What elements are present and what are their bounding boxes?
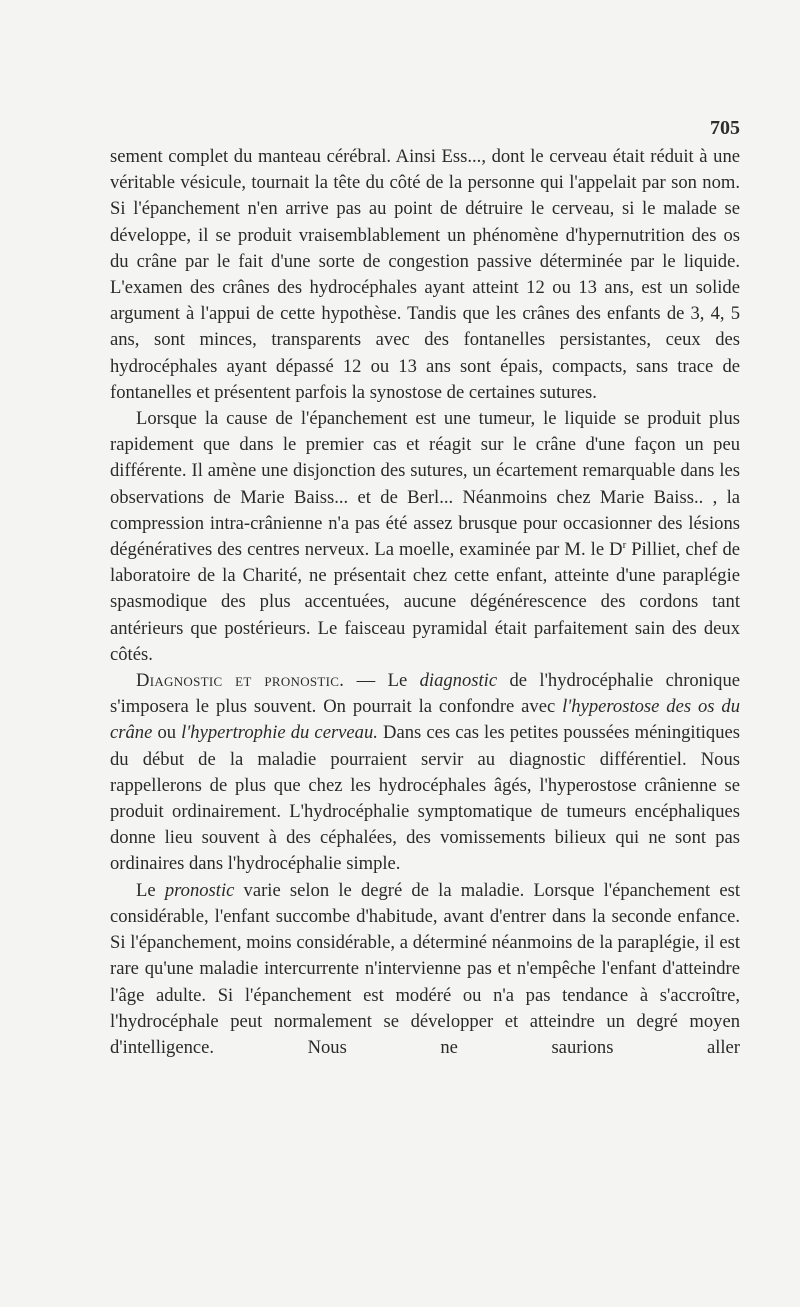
diagnostic-term: diagnostic	[419, 670, 498, 692]
paragraph-diagnostic	[110, 668, 740, 878]
pronostic-text-1: Le	[136, 879, 165, 901]
diagnostic-text-3: ou	[152, 722, 182, 744]
diagnostic-text-4: Dans ces cas les petites poussées méningitiques du début de la maladie pourraient servir au diagnostic différentiel. Nous rappellerons de plus que chez les hydrocéphales âgés, l'hyperostose crânienne se produit ordinairement. L'hydrocéphalie symptomatique de tumeurs encéphaliques donne lieu souvent à des céphalées, des vomissements bilieux qui ne sont pas ordinaires dans l'hydrocéphalie simple.	[110, 722, 740, 875]
body-text	[110, 144, 740, 1061]
section-heading-diagnostic: Diagnostic et pronostic.	[136, 670, 345, 692]
paragraph-continuation: sement complet du manteau cérébral. Ainsi Ess..., dont le cerveau était réduit à une véritable vésicule, tournait la tête du côté de la personne qui l'appelait par son nom. Si l'épanchement n'en arrive pas au point de détruire le cerveau, si le malade se développe, il se produit vraisemblablement un phénomène d'hypernutrition des os du crâne par le fait d'une sorte de congestion passive déterminée par le liquide. L'examen des crânes des hydrocéphales ayant atteint 12 ou 13 ans, est un solide argument à l'appui de cette hypothèse. Tandis que les crânes des enfants de 3, 4, 5 ans, sont minces, transparents avec des fontanelles persistantes, ceux des hydrocéphales ayant dépassé 12 ou 13 ans sont épais, compacts, sans trace de fontanelles et présentent parfois la synostose de certaines sutures.	[110, 146, 740, 403]
paragraph-pronostic	[110, 878, 740, 1061]
pronostic-term: pronostic	[164, 879, 235, 901]
diagnostic-text-1: — Le	[344, 670, 420, 692]
paragraph-tumeur	[110, 406, 740, 668]
paragraph-tumeur-text-1: Lorsque la cause de l'épanchement est une tumeur, le liquide se produit plus rapidement que dans le premier cas et réagit sur le crâne d'une façon un peu différente. Il amène une disjonction des sutures, un écartement remarquable dans les observations de Marie Baiss... et de Berl... Néanmoins chez Marie Baiss.. , la compression intra-crânienne n'a pas été assez brusque pour occasionner des lésions dégénératives des centres nerveux. La moelle, examinée par M. le D	[110, 408, 740, 561]
hypertrophie-term: l'hypertrophie du cerveau.	[181, 722, 378, 744]
hyperostose-term: l'hyperostose des os du crâne	[110, 696, 740, 744]
superscript-r: r	[622, 538, 627, 551]
pronostic-text-2: varie selon le degré de la maladie. Lorsque l'épanchement est considérable, l'enfant succombe d'habitude, avant d'entrer dans la seconde enfance. Si l'épanchement, moins considérable, a déterminé néanmoins de la paraplégie, il est rare qu'une maladie intercurrente n'intervienne pas et n'empêche l'enfant d'atteindre l'âge adulte. Si l'épanchement est modéré ou n'a pas tendance à s'accroître, l'hydrocéphale peut normalement se développer et atteindre un degré moyen d'intelligence. Nous ne saurions aller	[110, 879, 741, 1058]
paragraph-tumeur-text-2: Pilliet, chef de laboratoire de la Charité, ne présentait chez cette enfant, atteinte d'une paraplégie spasmodique des plus accentuées, aucune dégénérescence des cordons tant antérieurs que postérieurs. Le faisceau pyramidal était parfaitement sain des deux côtés.	[110, 539, 741, 665]
page-number: 705	[710, 117, 740, 139]
diagnostic-text-2: de l'hydrocéphalie chronique s'imposera le plus souvent. On pourrait la confondre avec	[110, 670, 740, 718]
